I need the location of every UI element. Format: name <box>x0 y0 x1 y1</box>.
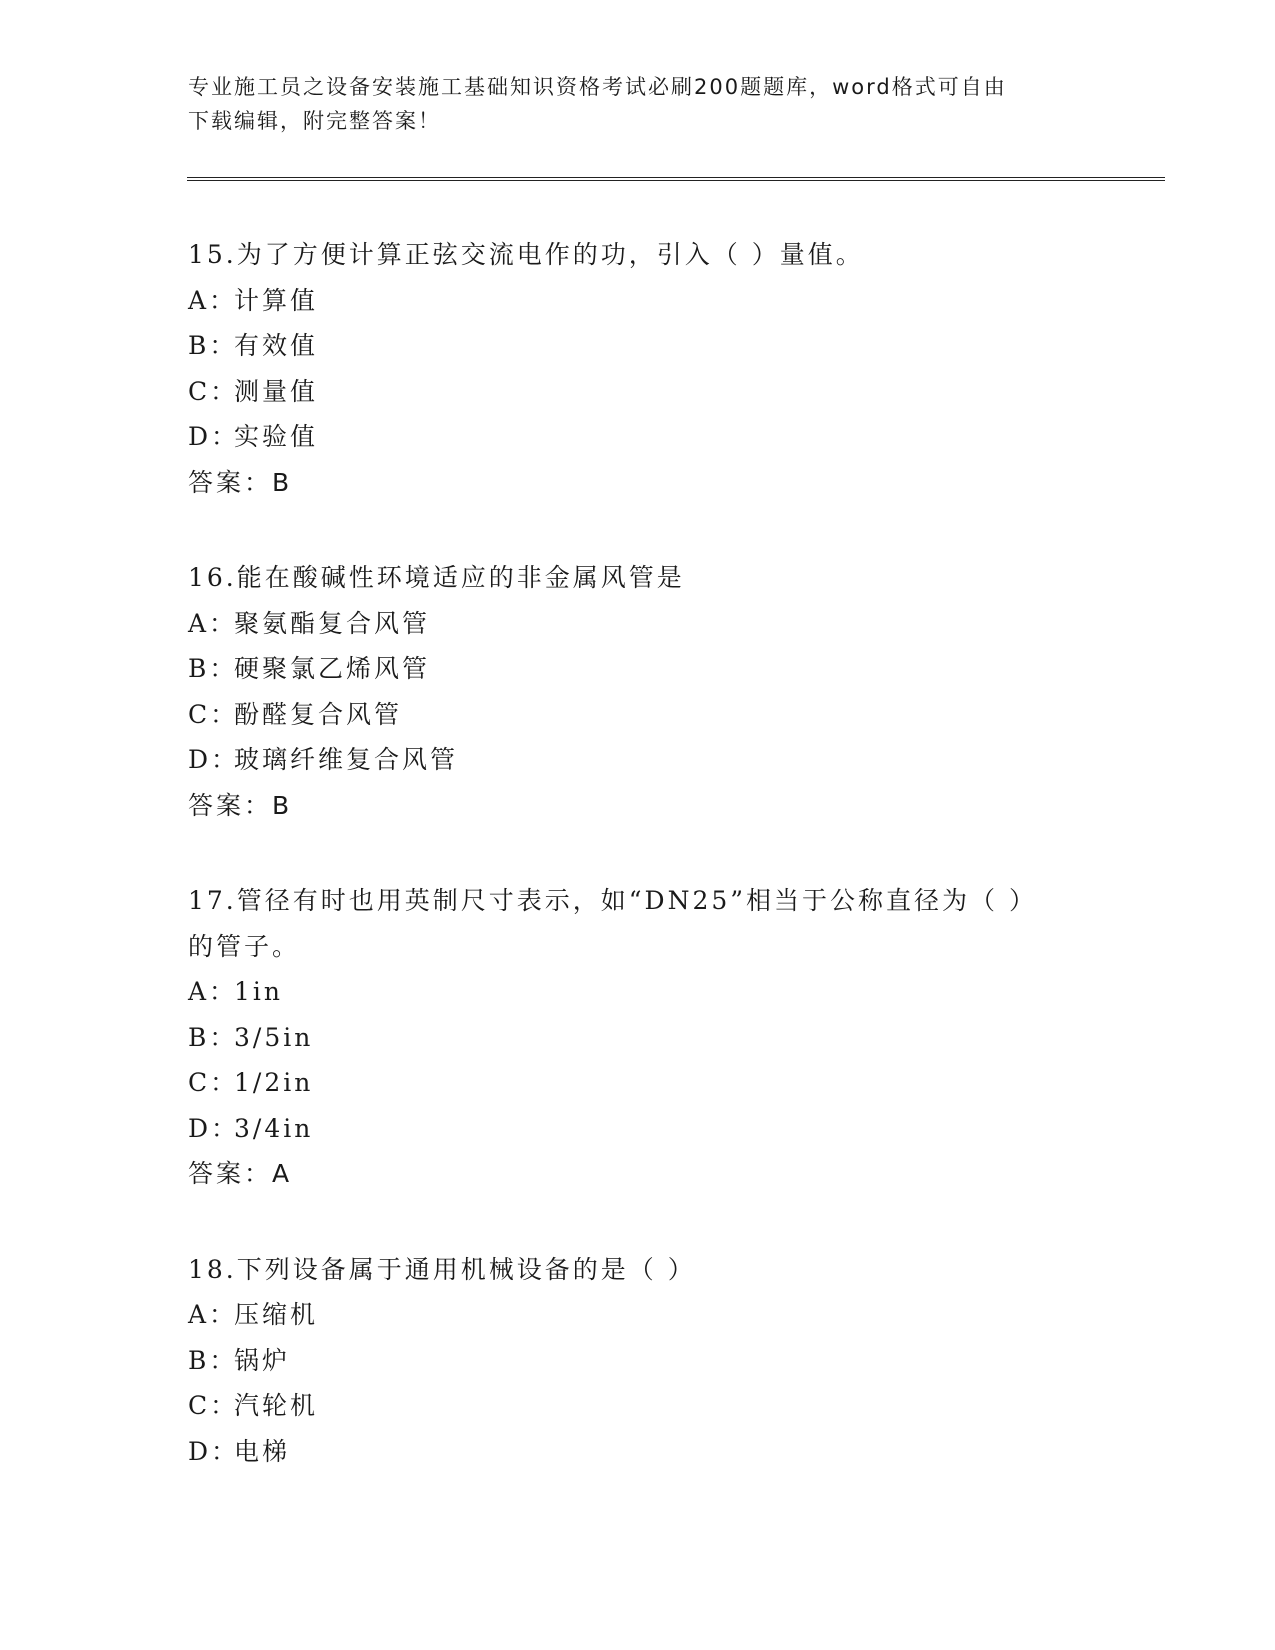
option-text: 3/5in <box>234 1022 314 1052</box>
header-line-1: 专业施工员之设备安装施工基础知识资格考试必刷200题题库，word格式可自由 <box>188 75 1007 99</box>
question-stem: 18.下列设备属于通用机械设备的是（ ） <box>188 1254 696 1284</box>
option-letter: B： <box>188 654 238 683</box>
option-line <box>188 601 1088 647</box>
option-line <box>188 1015 1088 1061</box>
option-line <box>188 646 1088 692</box>
option-line <box>188 1429 1088 1475</box>
header-divider <box>187 177 1165 181</box>
option-line <box>188 737 1088 783</box>
option-text: 压缩机 <box>234 1300 319 1329</box>
answer-line: 答案：B <box>188 790 293 820</box>
question-list <box>188 232 1088 1524</box>
option-text: 1in <box>234 977 284 1006</box>
option-text: 测量值 <box>234 376 319 406</box>
option-letter: C： <box>188 699 239 729</box>
option-letter: B： <box>188 1022 238 1052</box>
option-text: 实验值 <box>234 422 319 451</box>
option-text: 锅炉 <box>234 1345 291 1375</box>
option-line <box>188 414 1088 460</box>
option-text: 3/4in <box>234 1113 314 1143</box>
option-letter: A： <box>188 1300 238 1329</box>
option-text: 硬聚氯乙烯风管 <box>234 654 431 683</box>
question-block <box>188 878 1088 1197</box>
question-block <box>188 555 1088 828</box>
option-line <box>188 369 1088 415</box>
option-line <box>188 1338 1088 1384</box>
option-line <box>188 1383 1088 1429</box>
option-letter: A： <box>188 977 238 1006</box>
option-letter: D： <box>188 1436 240 1466</box>
option-line <box>188 323 1088 369</box>
option-line <box>188 1292 1088 1338</box>
option-text: 计算值 <box>234 285 319 315</box>
option-letter: D： <box>188 422 240 451</box>
option-text: 汽轮机 <box>234 1391 319 1420</box>
option-letter: B： <box>188 1345 238 1375</box>
option-line <box>188 1106 1088 1152</box>
option-text: 有效值 <box>234 331 319 360</box>
answer-line: 答案：A <box>188 1159 293 1188</box>
option-letter: C： <box>188 1068 239 1097</box>
answer-line: 答案：B <box>188 467 293 497</box>
option-text: 玻璃纤维复合风管 <box>234 745 459 774</box>
option-letter: A： <box>188 608 238 638</box>
option-text: 聚氨酯复合风管 <box>234 608 431 638</box>
question-block <box>188 232 1088 505</box>
option-text: 电梯 <box>234 1436 291 1466</box>
option-letter: A： <box>188 285 238 315</box>
option-line <box>188 692 1088 738</box>
option-letter: C： <box>188 1391 239 1420</box>
option-letter: D： <box>188 1113 240 1143</box>
option-line <box>188 278 1088 324</box>
question-stem: 15.为了方便计算正弦交流电作的功，引入（ ）量值。 <box>188 240 864 269</box>
question-stem: 16.能在酸碱性环境适应的非金属风管是 <box>188 563 685 592</box>
option-text: 1/2in <box>234 1068 314 1097</box>
document-header <box>188 70 1088 138</box>
option-line <box>188 1060 1088 1106</box>
question-stem: 17.管径有时也用英制尺寸表示，如“DN25”相当于公称直径为（ ） <box>188 886 1037 915</box>
question-stem: 的管子。 <box>188 931 301 961</box>
option-letter: D： <box>188 745 240 774</box>
option-letter: B： <box>188 331 238 360</box>
option-letter: C： <box>188 376 239 406</box>
option-line <box>188 969 1088 1015</box>
header-line-2: 下载编辑，附完整答案！ <box>188 109 441 133</box>
question-block <box>188 1247 1088 1475</box>
option-text: 酚醛复合风管 <box>234 699 403 729</box>
